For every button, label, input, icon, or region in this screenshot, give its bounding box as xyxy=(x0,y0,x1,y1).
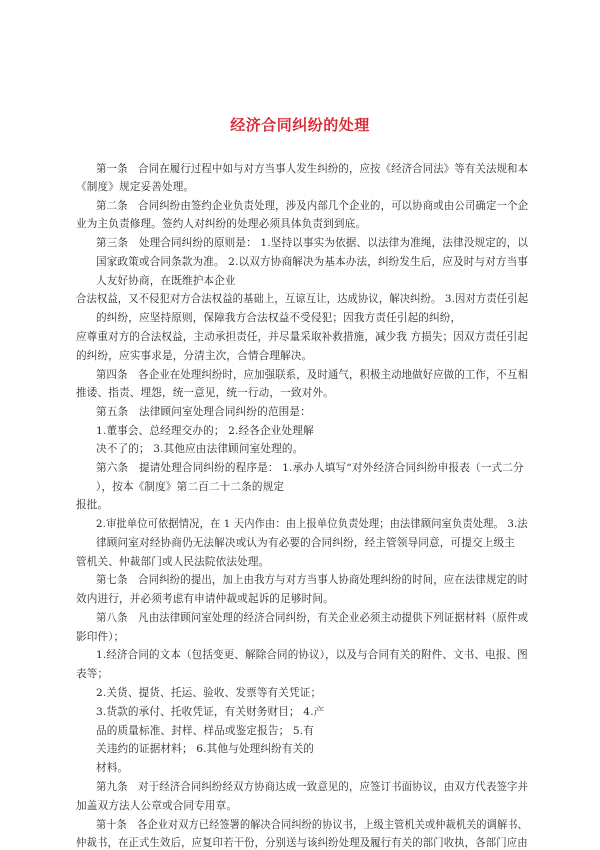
text-line: 2.审批单位可依据情况，在 1 天内作由：由上报单位负责处理；由法律顾问室负责处理。 3.法 xyxy=(96,518,528,530)
text-line: 材料。 xyxy=(96,762,129,774)
text-line: 第八条 凡由法律顾问室处理的经济合同纠纷，有关企业必须主动提供下列证据材料（原件或 xyxy=(96,612,529,624)
text-line: 应尊重对方的合法权益，主动承担责任，并尽量采取补救措施，减少我 方损失；因双方责任引起 xyxy=(76,331,529,343)
text-line: 关违约的证据材料； 6.其他与处理纠纷有关的 xyxy=(96,743,315,755)
text-line: 决不了的； 3.其他应由法律顾问室处理的。 xyxy=(96,443,304,455)
text-line: 3.货款的承付、托收凭证，有关财务财目； 4.产 xyxy=(96,706,325,718)
text-line: 第五条 法律顾问室处理合同纠纷的范围是： xyxy=(96,406,311,418)
text-line: 合法权益，又不侵犯对方合法权益的基础上，互谅互让，达成协议，解决纠纷。 3.因对方责任引起 xyxy=(76,293,529,305)
text-line: 第九条 对于经济合同纠纷经双方协商达成一致意见的，应签订书面协议，由双方代表签字并 xyxy=(96,781,529,793)
text-line: 影印件）； xyxy=(76,631,125,643)
text-line: 2.关货、提货、托运、验收、发票等有关凭证； xyxy=(96,687,322,699)
text-line: 《制度》规定妥善处理。 xyxy=(76,181,195,193)
text-line: 表等； xyxy=(76,668,109,680)
document-title: 经济合同纠纷的处理 xyxy=(230,116,370,134)
text-line: 效内进行，并必须考虑有申请仲裁或起诉的足够时间。 xyxy=(76,593,334,605)
text-line: 1.董事会、总经理交办的； 2.经各企业处理解 xyxy=(96,425,314,437)
text-line: 仲裁书，在正式生效后，应复印若干份，分别送与该纠纷处理及履行有关的部门收执，各部门应由 xyxy=(76,837,528,849)
text-line: 业为主负责修理。签约人对纠纷的处理必须具体负责到到底。 xyxy=(76,218,367,230)
text-line: 报批。 xyxy=(76,499,109,511)
text-line: 律顾问室对经协商仍无法解决或认为有必要的合同纠纷，经主管领导同意，可提交上级主 xyxy=(96,537,516,549)
text-line: 管机关、仲裁部门或人民法院依法处理。 xyxy=(76,556,270,568)
text-line: 推诿、指责、埋怨，统一意见，统一行动，一致对外。 xyxy=(76,387,334,399)
text-line: 第三条 处理合同纠纷的原则是： 1.坚持以事实为依据、以法律为准绳，法律没规定的，以 xyxy=(96,237,529,249)
text-line: 品的质量标准、封样、样品或鉴定报告； 5.有 xyxy=(96,725,315,737)
text-line: 第二条 合同纠纷由签约企业负责处理，涉及内部几个企业的，可以协商或由公司确定一个企 xyxy=(96,200,529,212)
text-line: 的纠纷，应坚持原则，保障我方合法权益不受侵犯；因我方责任引起的纠纷， xyxy=(96,312,462,324)
text-line: 第七条 合同纠纷的提出，加上由我方与对方当事人协商处理纠纷的时间，应在法律规定的时 xyxy=(96,574,529,586)
text-line: 人友好协商，在既维护本企业 xyxy=(96,275,236,287)
text-line: 1.经济合同的文本（包括变更、解除合同的协议），以及与合同有关的附件、文书、电报、图 xyxy=(96,649,528,661)
text-line: 的纠纷，应实事求是，分清主次，合情合理解决。 xyxy=(76,350,313,362)
text-line: 第四条 各企业在处理纠纷时，应加强联系，及时通气，积极主动地做好应做的工作，不互相 xyxy=(96,369,529,381)
text-line: 第六条 提请处理合同纠纷的程序是： 1.承办人填写“对外经济合同纠纷申报表（一式二分 xyxy=(96,462,524,474)
text-line: 第十条 各企业对双方已经签署的解决合同纠纷的协议书，上级主管机关或仲裁机关的调解书、 xyxy=(96,819,528,831)
text-line: 国家政策或合同条款为准。 2.以双方协商解决为基本办法，纠纷发生后，应及时与对方当事 xyxy=(96,256,529,268)
text-line: 加盖双方法人公章或合同专用章。 xyxy=(76,800,238,812)
text-line: ），按本《制度》第二百二十二条的规定 xyxy=(96,481,285,493)
text-line: 第一条 合同在履行过程中如与对方当事人发生纠纷的，应按《经济合同法》等有关法规和本 xyxy=(96,163,529,175)
